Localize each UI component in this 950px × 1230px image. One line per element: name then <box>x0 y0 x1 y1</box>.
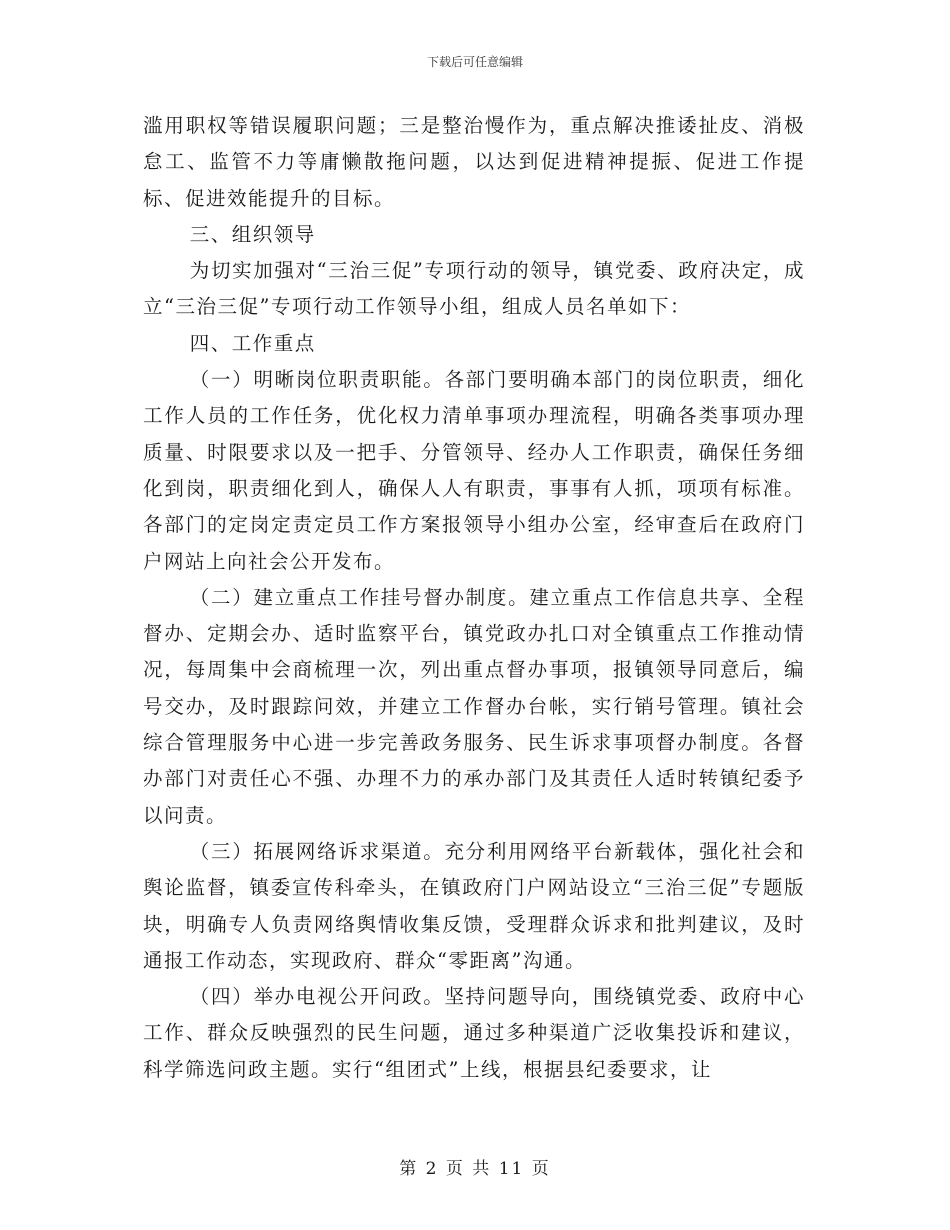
footer-current-page: 2 <box>425 1159 439 1179</box>
document-body <box>143 108 805 1088</box>
footer-total-pages: 11 <box>498 1159 525 1179</box>
footer-suffix: 页 <box>531 1159 551 1179</box>
paragraph-leadership: 为切实加强对“三治三促”专项行动的领导，镇党委、政府决定，成立“三治三促”专项行动工作领导小组，组成人员名单如下： <box>143 259 805 319</box>
footer-mid: 页 共 <box>445 1159 492 1179</box>
page-number-footer <box>0 1158 950 1180</box>
footer-prefix: 第 <box>399 1159 419 1179</box>
paragraph-item-1: （一）明晰岗位职责职能。各部门要明确本部门的岗位职责，细化工作人员的工作任务，优化权力清单事项办理流程，明确各类事项办理质量、时限要求以及一把手、分管领导、经办人工作职责，确保任务细化到岗，职责细化到人，确保人人有职责，事事有人抓，项项有标准。各部门的定岗定责定员工作方案报领导小组办公室，经审查后在政府门户网站上向社会公开发布。 <box>143 368 805 573</box>
section-heading-organization: 三、组织领导 <box>189 222 316 246</box>
paragraph-item-2: （二）建立重点工作挂号督办制度。建立重点工作信息共享、全程督办、定期会办、适时监察平台，镇党政办扎口对全镇重点工作推动情况，每周集中会商梳理一次，列出重点督办事项，报镇领导同意后，编号交办，及时跟踪问效，并建立工作督办台帐，实行销号管理。镇社会综合管理服务中心进一步完善政务服务、民生诉求事项督办制度。各督办部门对责任心不强、办理不力的承办部门及其责任人适时转镇纪委予以问责。 <box>143 585 805 827</box>
paragraph-item-4: （四）举办电视公开问政。坚持问题导向，围绕镇党委、政府中心工作、群众反映强烈的民生问题，通过多种渠道广泛收集投诉和建议，科学筛选问政主题。实行“组团式”上线，根据县纪委要求，让 <box>143 985 805 1081</box>
section-heading-focus: 四、工作重点 <box>189 331 316 355</box>
paragraph-continuation: 滥用职权等错误履职问题；三是整治慢作为，重点解决推诿扯皮、消极怠工、监管不力等庸懒散拖问题，以达到促进精神提振、促进工作提标、促进效能提升的目标。 <box>143 114 805 210</box>
paragraph-item-3: （三）拓展网络诉求渠道。充分利用网络平台新载体，强化社会和舆论监督，镇委宣传科牵头，在镇政府门户网站设立“三治三促”专题版块，明确专人负责网络舆情收集反馈，受理群众诉求和批判建议，及时通报工作动态，实现政府、群众“零距离”沟通。 <box>143 839 805 972</box>
page-header-note: 下载后可任意编辑 <box>426 55 523 69</box>
